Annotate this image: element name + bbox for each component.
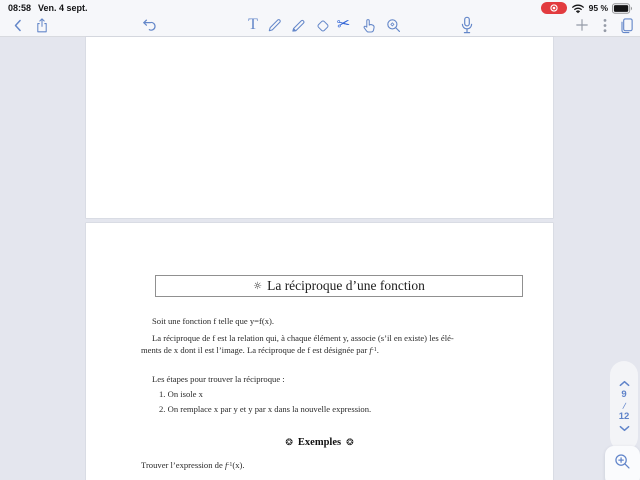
battery-icon (612, 3, 633, 14)
battery-percent: 95 % (588, 3, 608, 13)
status-time: 08:58 (8, 3, 32, 13)
text-tool-icon: T (248, 16, 258, 33)
pointer-tool-button[interactable] (356, 14, 380, 36)
highlighter-tool-button[interactable] (286, 14, 310, 36)
zoom-in-icon (613, 452, 632, 471)
record-icon (541, 2, 567, 14)
step-item: 1. On isole x (159, 389, 203, 399)
status-date: Ven. 4 sept. (38, 3, 88, 13)
hand-pointer-icon (360, 17, 377, 34)
highlighter-icon (290, 17, 307, 34)
status-bar (0, 0, 640, 14)
exercise-prompt: Trouver l’expression de $f^{-1}(x)$. (141, 460, 245, 470)
ornament-icon: ❂ (346, 438, 354, 448)
pages-panel-button[interactable] (614, 14, 638, 36)
share-icon (35, 17, 49, 34)
back-button[interactable] (6, 14, 30, 36)
pen-icon (266, 17, 283, 34)
page-navigator (610, 361, 638, 451)
top-toolbar (0, 0, 640, 37)
back-icon (13, 18, 23, 33)
undo-button[interactable] (136, 14, 160, 36)
wifi-icon (571, 3, 585, 14)
magnifier-tool-button[interactable] (381, 14, 405, 36)
section-title: La réciproque d’une fonction (267, 278, 425, 293)
microphone-button[interactable] (455, 14, 479, 36)
paragraph-definition-line1: La réciproque de f est la relation qui, à chaque élément y, associe (s’il en existe) les élé- (152, 333, 454, 343)
examples-heading: ❂ Exemples ❂ (285, 437, 354, 448)
pen-tool-button[interactable] (262, 14, 286, 36)
undo-icon (141, 18, 156, 32)
page-up-icon[interactable] (619, 380, 630, 387)
plus-icon (575, 18, 589, 32)
more-dots-icon (603, 18, 607, 33)
share-button[interactable] (30, 14, 54, 36)
paragraph-intro: Soit une fonction f telle que y=f(x). (152, 316, 275, 326)
sun-icon: ☼ (253, 280, 263, 292)
microphone-icon (460, 16, 474, 34)
eraser-icon (314, 17, 331, 34)
add-button[interactable] (570, 14, 594, 36)
scissors-icon: ✂ (336, 15, 352, 34)
step-item: 2. On remplace x par y et y par x dans la nouvelle expression. (159, 404, 372, 414)
total-page-number: 12 (618, 410, 630, 422)
paragraph-definition-line2: ments de x dont il est l’image. La réciproque de f est désignée par $f^{-1}$. (141, 345, 379, 355)
magnifier-pen-icon (385, 17, 402, 34)
pages-icon (619, 17, 634, 34)
page-separator: / (621, 400, 627, 411)
screen-recording-indicator[interactable] (541, 2, 567, 14)
document-page-previous[interactable] (86, 37, 553, 218)
ornament-icon: ❂ (285, 438, 293, 448)
page-down-icon[interactable] (619, 425, 630, 432)
eraser-tool-button[interactable] (310, 14, 334, 36)
steps-intro: Les étapes pour trouver la réciproque : (152, 374, 285, 384)
section-title-box (155, 275, 523, 297)
current-page-number: 9 (621, 388, 627, 400)
document-page-current[interactable] (86, 223, 553, 480)
scissors-tool-button[interactable] (332, 14, 356, 36)
zoom-in-button[interactable] (605, 446, 640, 480)
